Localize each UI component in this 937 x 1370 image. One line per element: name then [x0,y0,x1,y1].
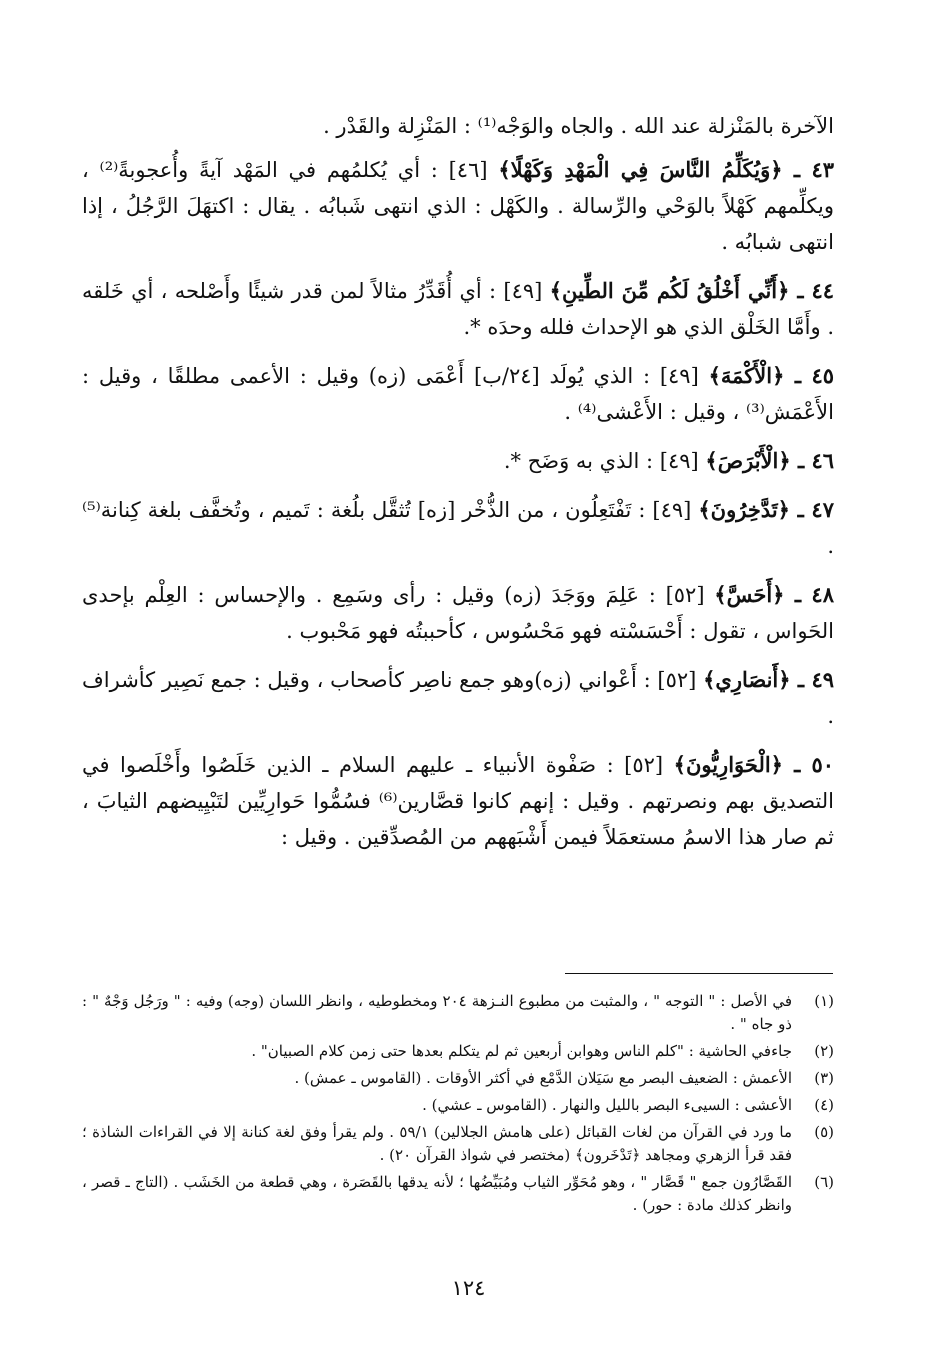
entry-headword: ٤٤ ـ ﴿أَنِّي أَخْلُقُ لَكُم مِّنَ الطِّينِ﴾ [549,278,834,303]
entry [82,492,834,564]
main-text [82,108,834,868]
footnote-text: القَصَّارُون جمع " قَصَّار " ، وهو مُحَوِّر الثياب ومُبَيِّضُها ؛ لأنه يدقها بالقَصَرة ، وهي قطعة من الخَشَب . (التاج ـ قصر ، وانظر كذلك مادة : حور) . [82,1173,792,1214]
entry-text: [٤٩] : أي أُقَدِّرُ مثالاً لمن قدر شيئًا وأَصْلحه ، أي خَلقه . وأَمَّا الخَلْق الذي هو الإحداث فلله وحدَه *. [82,279,834,339]
footnote-text: الأعشى : السيىء البصر بالليل والنهار . (القاموس ـ عشي) . [422,1096,792,1114]
entry-headword: ٤٧ ـ ﴿تَدَّخِرُونَ﴾ [698,497,834,522]
footnote-number: (٥) [814,1123,834,1141]
footnote [82,1094,834,1117]
entry-text: [٥٢] : صَفْوة الأنبياء ـ عليهم السلام ـ الذين خَلَصُوا وأَخْلَصوا في التصديق بهم ونصرتهم . وقيل : إنهم كانوا قصَّارين⁽⁶⁾ فسُمُّوا حَوارِيِّين لتَبْيِيضهم الثيابَ ، ثم صار هذا الاسمُ مستعمَلاً فيمن أَشْبَههم من المُصدِّقين . وقيل : [82,753,834,849]
entry-text: [٥٢] : عَلِمَ ووَجَدَ (زه) وقيل : رأى وسَمِع . والإحساس : العِلْم بإحدى الحَواس ، تقول : أَحْسَسْته فهو مَحْسُوس ، كأحببتُه فهو مَحْبوب . [82,583,834,643]
footnote-number: (٢) [814,1042,834,1060]
entry-headword: ٤٥ ـ ﴿الْأَكْمَهَ﴾ [708,363,834,388]
entry-headword: ٤٦ ـ ﴿الْأَبْرَصَ﴾ [705,448,834,473]
entry-text: [٤٦] : أي يُكلمُهم في المَهْد آيةً وأُعجوبةً⁽²⁾ ، ويكلِّمهم كَهْلاً بالوَحْي والرِّسالة . والكَهْل : الذي انتهى شَبابُه . يقال : اكتهَلَ الرَّجُلُ ، إذا انتهى شبابُه . [82,158,834,254]
footnote [82,1067,834,1090]
footnote-number: (٤) [814,1096,834,1114]
footnote-separator [565,973,833,974]
entry [82,108,834,144]
footnote-text: الأعمش : الضعيف البصر مع سَيَلان الدَّمْع في أكثر الأوقات . (القاموس ـ عمش) . [294,1069,792,1087]
entry [82,662,834,734]
entry [82,273,834,345]
entry-text: [٤٩] : تَفْتَعِلُون ، من الذُّخْر [زه] تُثقَّل بلُغة : تَميم ، وتُخفَّف بلغة كِنانة⁽⁵⁾ . [82,498,834,558]
footnote-number: (١) [814,992,834,1010]
footnote [82,1040,834,1063]
entry [82,152,834,260]
entry [82,747,834,855]
footnote-number: (٣) [814,1069,834,1087]
entry-headword: ٤٩ ـ ﴿أَنصَارِي﴾ [703,667,834,692]
footnote-text: جاءفي الحاشية : "كلم الناس وهوابن أربعين ثم لم يتكلم بعدها حتى زمن كلام الصبيان" . [251,1042,792,1060]
entry-text: [٥٢] : أَعْواني (زه)وهو جمع ناصِر كأصحاب ، وقيل : جمع نَصِير كأشراف . [82,668,834,728]
footnote-text: في الأصل : " التوجه " ، والمثبت من مطبوع النـزهة ٢٠٤ ومخطوطيه ، وانظر اللسان (وجه) وفيه : " ورَجُل وَجْهٌ " : ذو جاه " . [82,992,792,1033]
entry-text: الآخرة بالمَنْزلة عند الله . والجاه والوَجْه⁽¹⁾ : المَنْزِلة والقَدْر . [323,114,834,138]
entry [82,443,834,479]
footnote-text: ما ورد في القرآن من لغات القبائل (على هامش الجلالين) ٥٩/١ . ولم يقرأ وفق لغة كنانة إلا في القراءات الشاذة ؛ فقد قرأ الزهري ومجاهد ﴿تَدْخَرون﴾ (مختصر في شواذ القرآن ٢٠) . [82,1123,792,1164]
entry-headword: ٤٣ ـ ﴿وَيُكَلِّمُ النَّاسَ فِي الْمَهْدِ وَكَهْلًا﴾ [498,157,835,182]
footnote-number: (٦) [814,1173,834,1191]
footnote [82,1171,834,1217]
entry [82,577,834,649]
entry-headword: ٤٨ ـ ﴿أَحَسَّ﴾ [714,582,834,607]
footnote [82,1121,834,1167]
entry-headword: ٥٠ ـ ﴿الْحَوَارِيُّونَ﴾ [673,752,834,777]
footnotes [82,990,834,1221]
entry-text: [٤٩] : الذي يُولَد [٢٤/ب] أَعْمَى (زه) وقيل : الأعمى مطلقًا ، وقيل : الأَعْمَش⁽³⁾ ، وقيل : الأَعْشى⁽⁴⁾ . [82,364,834,424]
entry [82,358,834,430]
entry-text: [٤٩] : الذي به وَضَح *. [503,449,706,473]
page-number: ١٢٤ [451,1276,486,1300]
footnote [82,990,834,1036]
